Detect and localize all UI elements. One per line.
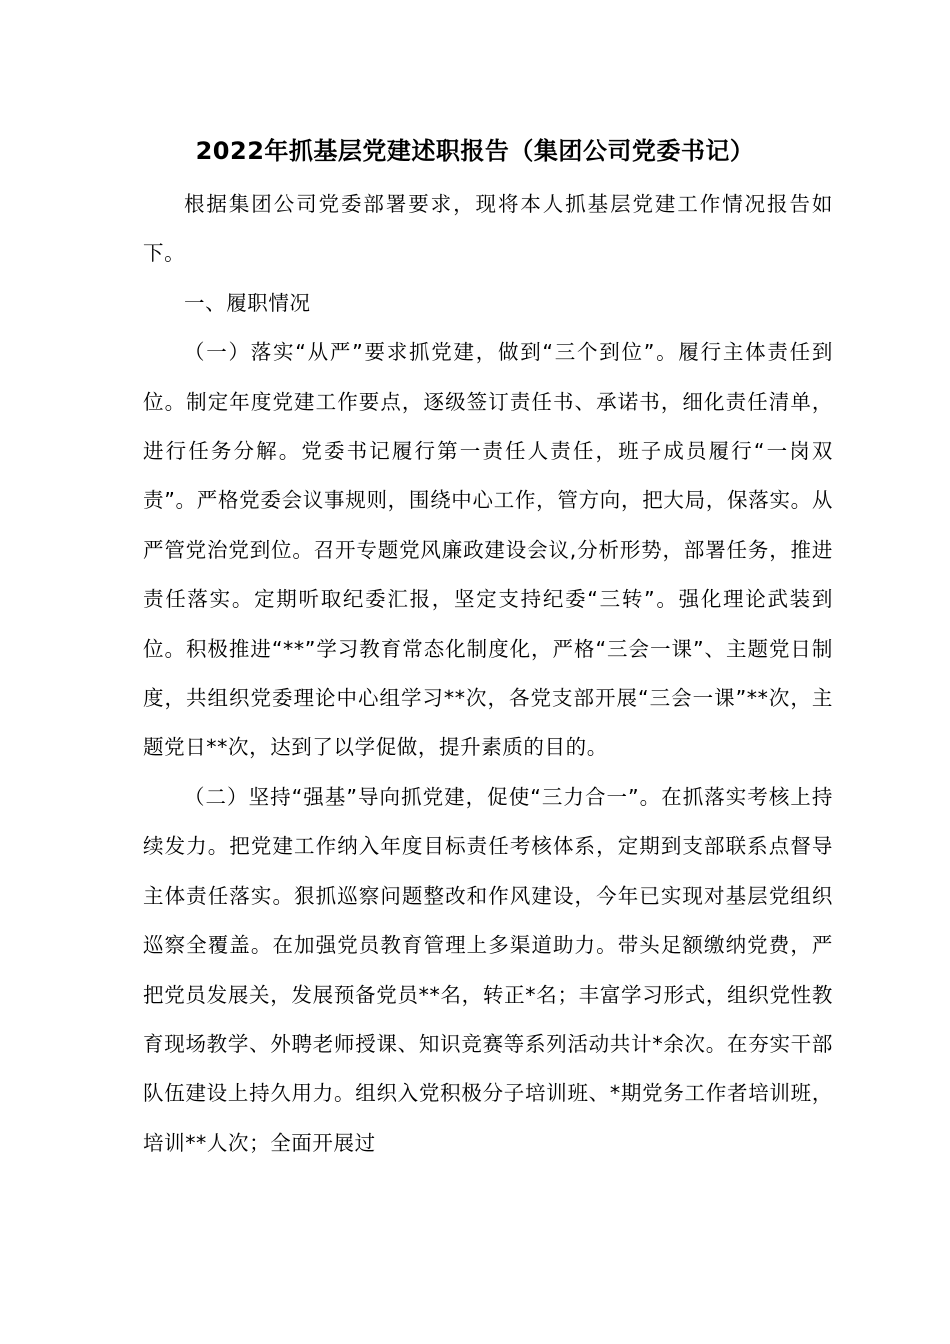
document-body	[143, 180, 833, 1168]
body-paragraph: （二）坚持“强基”导向抓党建，促使“三力合一”。在抓落实考核上持续发力。把党建工作纳入年度目标责任考核体系，定期到支部联系点督导主体责任落实。狠抓巡察问题整改和作风建设，今年已实现对基层党组织巡察全覆盖。在加强党员教育管理上多渠道助力。带头足额缴纳党费，严把党员发展关，发展预备党员**名，转正*名；丰富学习形式，组织党性教育现场教学、外聘老师授课、知识竞赛等系列活动共计*余次。在夯实干部队伍建设上持久用力。组织入党积极分子培训班、*期党务工作者培训班，培训**人次；全面开展过	[143, 784, 833, 1155]
body-paragraph: （一）落实“从严”要求抓党建，做到“三个到位”。履行主体责任到位。制定年度党建工作要点，逐级签订责任书、承诺书，细化责任清单，进行任务分解。党委书记履行第一责任人责任，班子成员履行“一岗双责”。严格党委会议事规则，围绕中心工作，管方向，把大局，保落实。从严管党治党到位。召开专题党风廉政建设会议,分析形势，部署任务，推进责任落实。定期听取纪委汇报，坚定支持纪委“三转”。强化理论武装到位。积极推进“**”学习教育常态化制度化，严格“三会一课”、主题党日制度，共组织党委理论中心组学习**次，各党支部开展“三会一课”**次，主题党日**次，达到了以学促做，提升素质的目的。	[143, 340, 833, 760]
section-heading: 一、履职情况	[184, 290, 311, 315]
intro-paragraph: 根据集团公司党委部署要求，现将本人抓基层党建工作情况报告如下。	[143, 192, 833, 266]
document-title: 2022年抓基层党建述职报告（集团公司党委书记）	[195, 137, 755, 165]
